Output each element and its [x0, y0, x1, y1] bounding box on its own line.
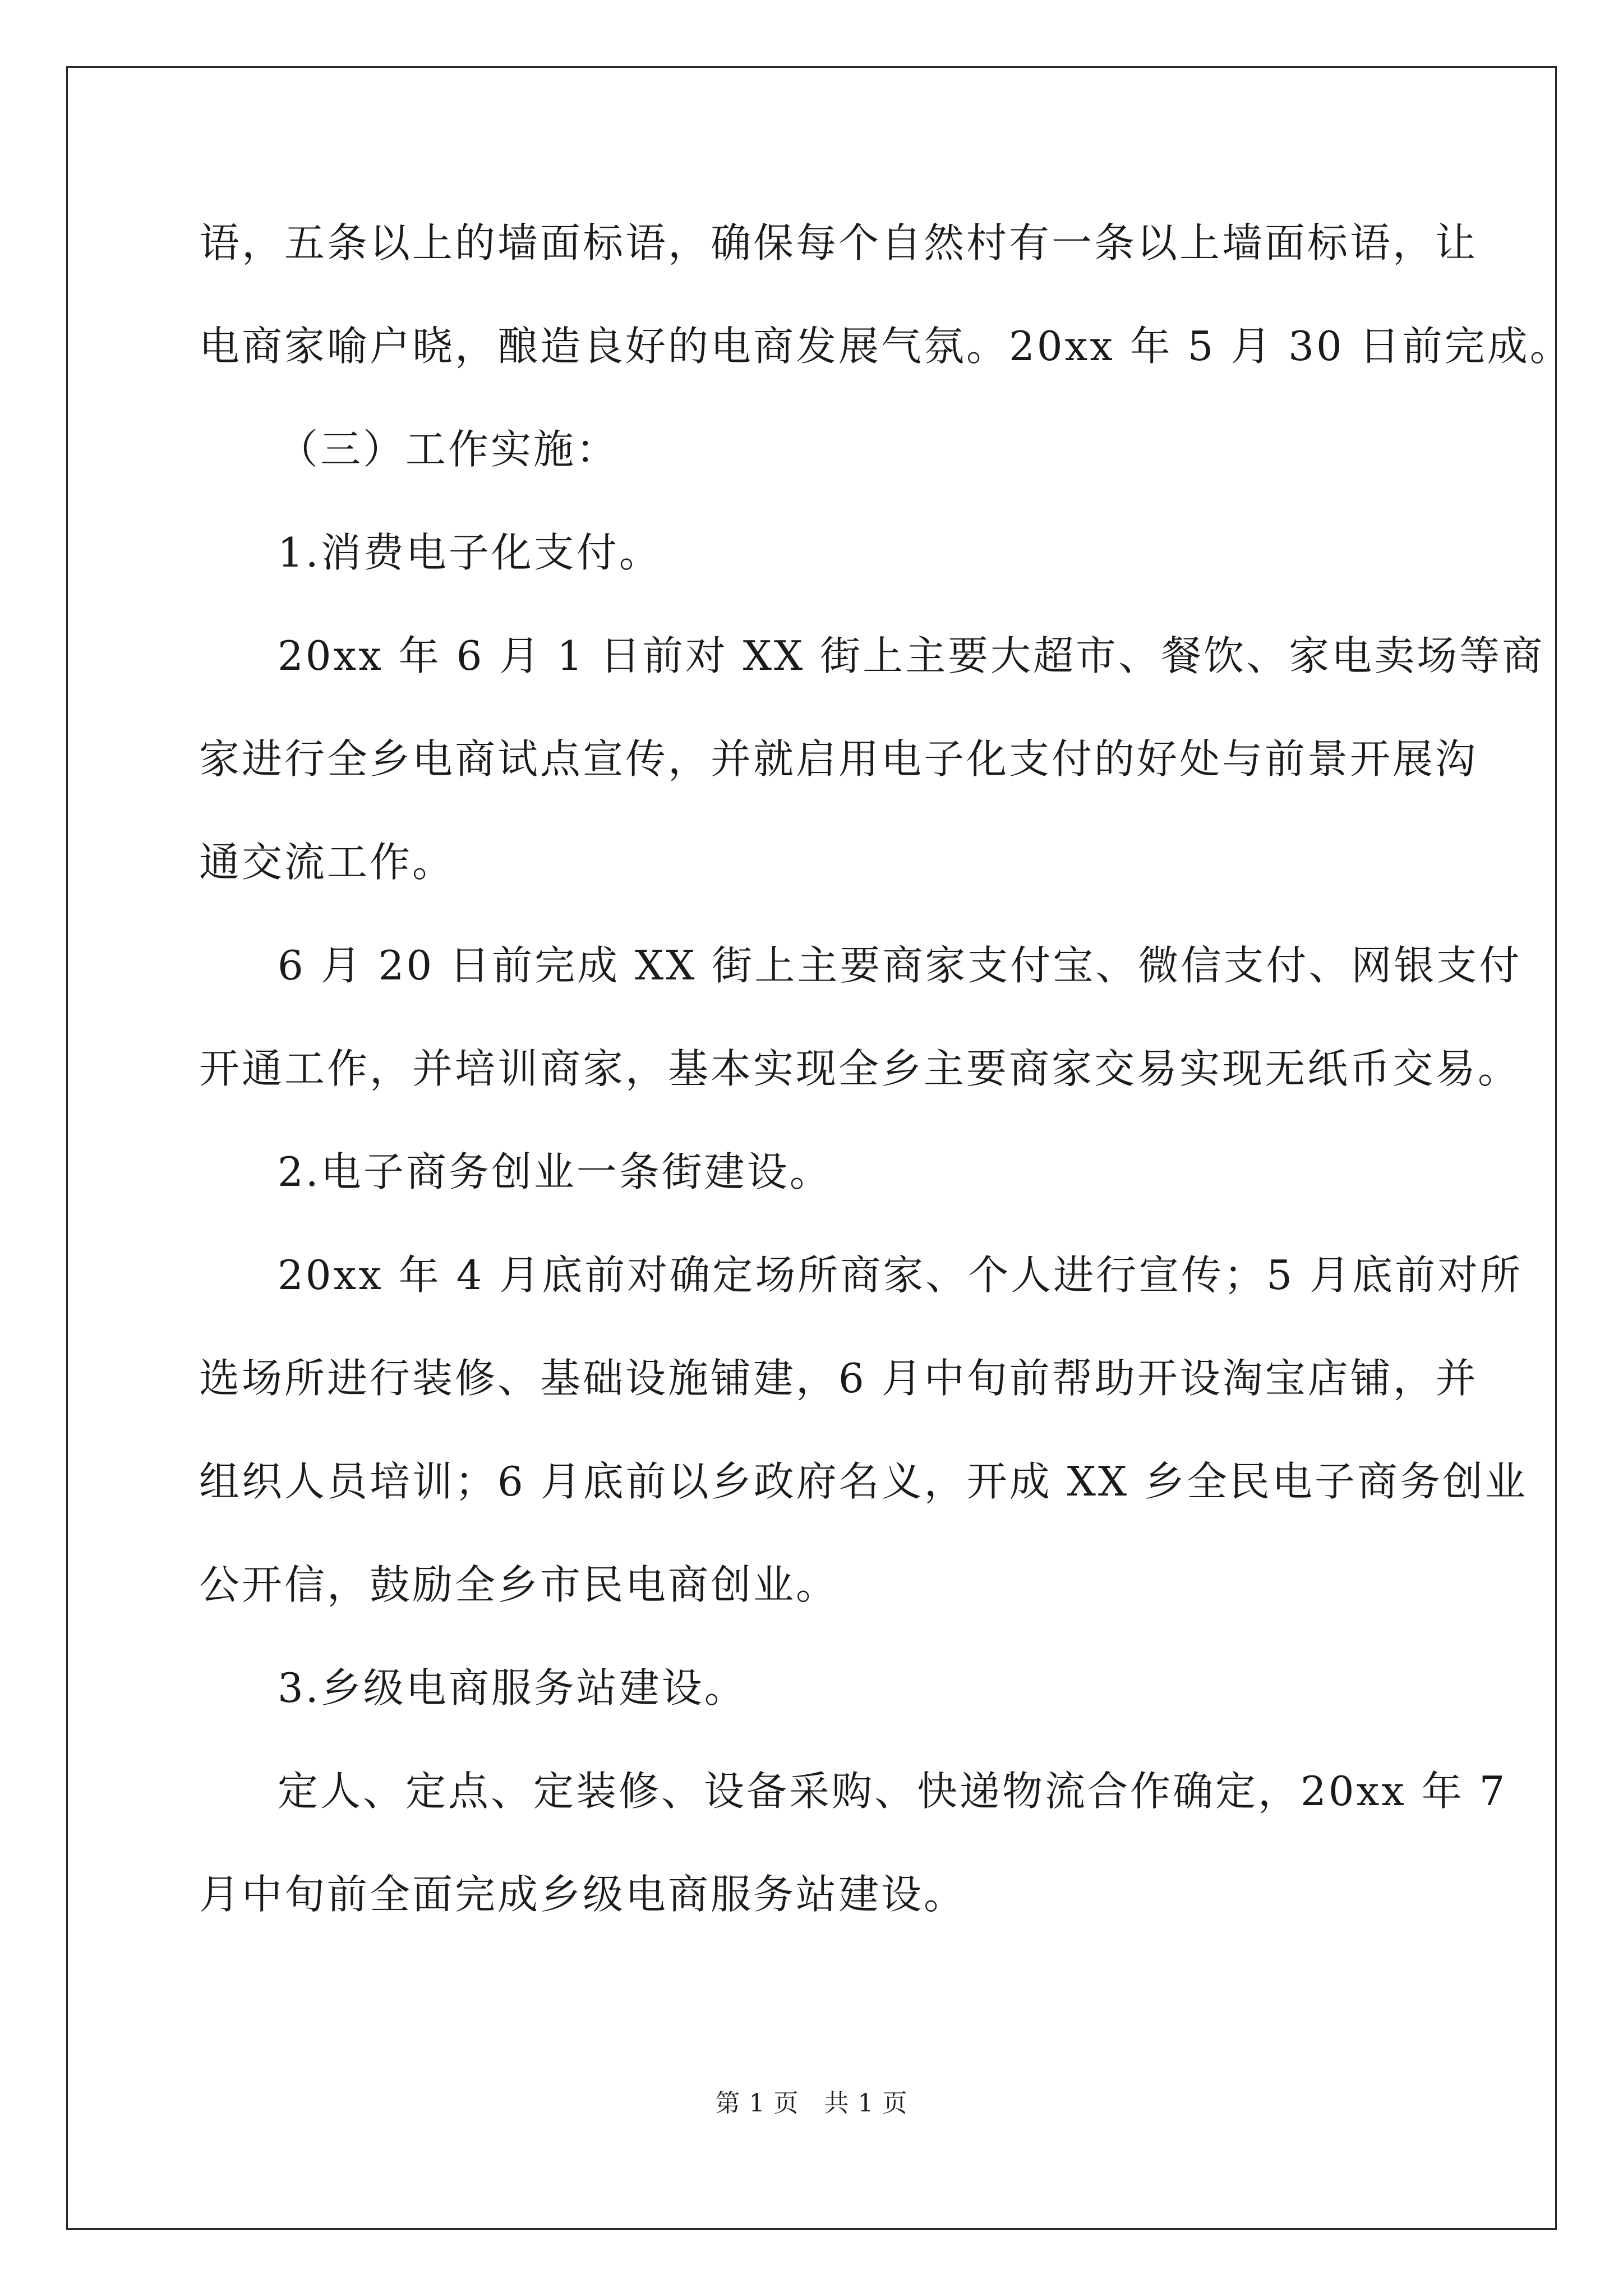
- paragraph-line: 组织人员培训；6 月底前以乡政府名义，开成 XX 乡全民电子商务创业: [199, 1458, 1528, 1505]
- item-heading: 2.电子商务创业一条街建设。: [278, 1148, 832, 1195]
- paragraph-line: 20xx 年 4 月底前对确定场所商家、个人进行宣传；5 月底前对所: [278, 1251, 1523, 1299]
- paragraph-line: 通交流工作。: [199, 839, 455, 886]
- paragraph-line: 电商家喻户晓，酿造良好的电商发展气氛。20xx 年 5 月 30 日前完成。: [199, 323, 1573, 370]
- item-heading: 3.乡级电商服务站建设。: [278, 1664, 747, 1711]
- paragraph-line: 选场所进行装修、基础设施铺建，6 月中旬前帮助开设淘宝店铺，并: [199, 1355, 1478, 1402]
- paragraph-line: 20xx 年 6 月 1 日前对 XX 街上主要大超市、餐饮、家电卖场等商: [278, 632, 1545, 679]
- paragraph-line: 语，五条以上的墙面标语，确保每个自然村有一条以上墙面标语，让: [199, 219, 1478, 266]
- item-heading: 1.消费电子化支付。: [278, 529, 662, 576]
- paragraph-line: 开通工作，并培训商家，基本实现全乡主要商家交易实现无纸币交易。: [199, 1045, 1521, 1092]
- section-heading: （三）工作实施：: [278, 426, 619, 473]
- paragraph-line: 定人、定点、定装修、设备采购、快递物流合作确定，20xx 年 7: [278, 1768, 1507, 1815]
- paragraph-line: 家进行全乡电商试点宣传，并就启用电子化支付的好处与前景开展沟: [199, 735, 1478, 783]
- page-footer: 第 1 页 共 1 页: [715, 2089, 908, 2118]
- paragraph-line: 公开信，鼓励全乡市民电商创业。: [199, 1561, 839, 1608]
- paragraph-line: 月中旬前全面完成乡级电商服务站建设。: [199, 1871, 967, 1918]
- paragraph-line: 6 月 20 日前完成 XX 街上主要商家支付宝、微信支付、网银支付: [278, 942, 1522, 989]
